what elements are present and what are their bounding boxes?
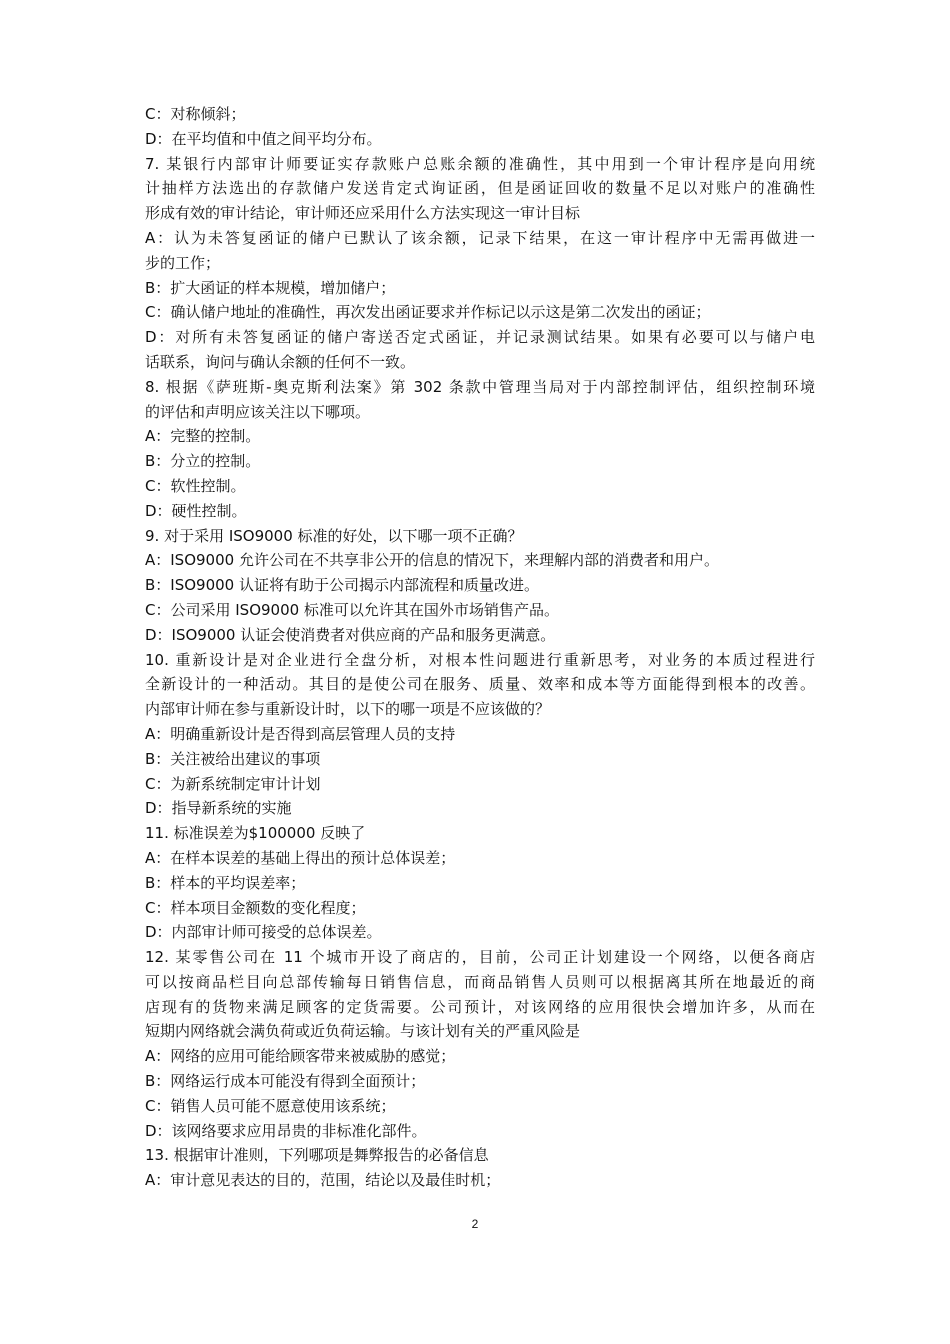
- text-line: 形成有效的审计结论，审计师还应采用什么方法实现这一审计目标: [145, 204, 581, 223]
- text-line: C：销售人员可能不愿意使用该系统；: [145, 1096, 396, 1115]
- text-line: 11. 标准误差为$100000 反映了: [145, 824, 366, 843]
- text-line: A：审计意见表达的目的，范围，结论以及最佳时机；: [145, 1171, 501, 1190]
- text-line: C：样本项目金额数的变化程度；: [145, 898, 366, 917]
- text-line: D：该网络要求应用昂贵的非标准化部件。: [145, 1121, 427, 1140]
- text-line: 8. 根据《萨班斯-奥克斯利法案》第 302 条款中管理当局对于内部控制评估，组织控制环境: [145, 377, 815, 396]
- text-line: A：在样本误差的基础上得出的预计总体误差；: [145, 848, 456, 867]
- document-body: [145, 102, 815, 1193]
- text-line: A：网络的应用可能给顾客带来被威胁的感觉；: [145, 1047, 456, 1066]
- text-line: B：ISO9000 认证将有助于公司揭示内部流程和质量改进。: [145, 576, 539, 595]
- text-line: D：在平均值和中值之间平均分布。: [145, 129, 382, 148]
- text-line: 9. 对于采用 ISO9000 标准的好处，以下哪一项不正确？: [145, 526, 523, 545]
- text-line: 的评估和声明应该关注以下哪项。: [145, 402, 371, 421]
- text-line: 10. 重新设计是对企业进行全盘分析，对根本性问题进行重新思考，对业务的本质过程进行: [145, 650, 815, 669]
- text-line: 7. 某银行内部审计师要证实存款账户总账余额的准确性，其中用到一个审计程序是向用统: [145, 154, 815, 173]
- text-line: A：完整的控制。: [145, 427, 261, 446]
- text-line: A：认为未答复函证的储户已默认了该余额，记录下结果，在这一审计程序中无需再做进一: [145, 228, 815, 247]
- text-line: C：确认储户地址的准确性，再次发出函证要求并作标记以示这是第二次发出的函证；: [145, 303, 711, 322]
- text-line: C：公司采用 ISO9000 标准可以允许其在国外市场销售产品。: [145, 600, 559, 619]
- text-line: C：为新系统制定审计计划: [145, 774, 321, 793]
- text-line: 店现有的货物来满足顾客的定货需要。公司预计，对该网络的应用很快会增加许多，从而在: [145, 997, 815, 1016]
- text-line: D：ISO9000 认证会使消费者对供应商的产品和服务更满意。: [145, 625, 556, 644]
- text-line: B：分立的控制。: [145, 452, 261, 471]
- page-number: 2: [471, 1217, 479, 1231]
- text-line: B：网络运行成本可能没有得到全面预计；: [145, 1072, 426, 1091]
- text-line: D：指导新系统的实施: [145, 799, 292, 818]
- text-line: D：对所有未答复函证的储户寄送否定式函证，并记录测试结果。如果有必要可以与储户电: [145, 328, 815, 347]
- text-line: C：对称倾斜；: [145, 105, 246, 123]
- text-line: 内部审计师在参与重新设计时，以下的哪一项是不应该做的？: [145, 700, 551, 719]
- text-line: B：扩大函证的样本规模，增加储户；: [145, 278, 396, 297]
- text-line: 12. 某零售公司在 11 个城市开设了商店的，目前，公司正计划建设一个网络，以便各商店: [145, 948, 815, 967]
- text-line: D：内部审计师可接受的总体误差。: [145, 923, 382, 942]
- text-line: 13. 根据审计准则，下列哪项是舞弊报告的必备信息: [145, 1146, 489, 1165]
- text-line: C：软性控制。: [145, 476, 246, 495]
- text-line: 可以按商品栏目向总部传输每日销售信息，而商品销售人员则可以根据离其所在地最近的商: [145, 972, 815, 991]
- text-line: 步的工作；: [145, 253, 221, 272]
- text-line: 话联系，询问与确认余额的任何不一致。: [145, 352, 416, 371]
- text-line: D：硬性控制。: [145, 501, 247, 520]
- text-line: 短期内网络就会满负荷或近负荷运输。与该计划有关的严重风险是: [145, 1022, 581, 1041]
- text-line: B：关注被给出建议的事项: [145, 749, 321, 768]
- text-line: A：ISO9000 允许公司在不共享非公开的信息的情况下，来理解内部的消费者和用户。: [145, 551, 719, 570]
- text-line: B：样本的平均误差率；: [145, 873, 306, 892]
- text-line: 计抽样方法选出的存款储户发送肯定式询证函，但是函证回收的数量不足以对账户的准确性: [145, 179, 815, 198]
- text-line: A：明确重新设计是否得到高层管理人员的支持: [145, 724, 456, 743]
- text-line: 全新设计的一种活动。其目的是使公司在服务、质量、效率和成本等方面能得到根本的改善。: [145, 675, 815, 694]
